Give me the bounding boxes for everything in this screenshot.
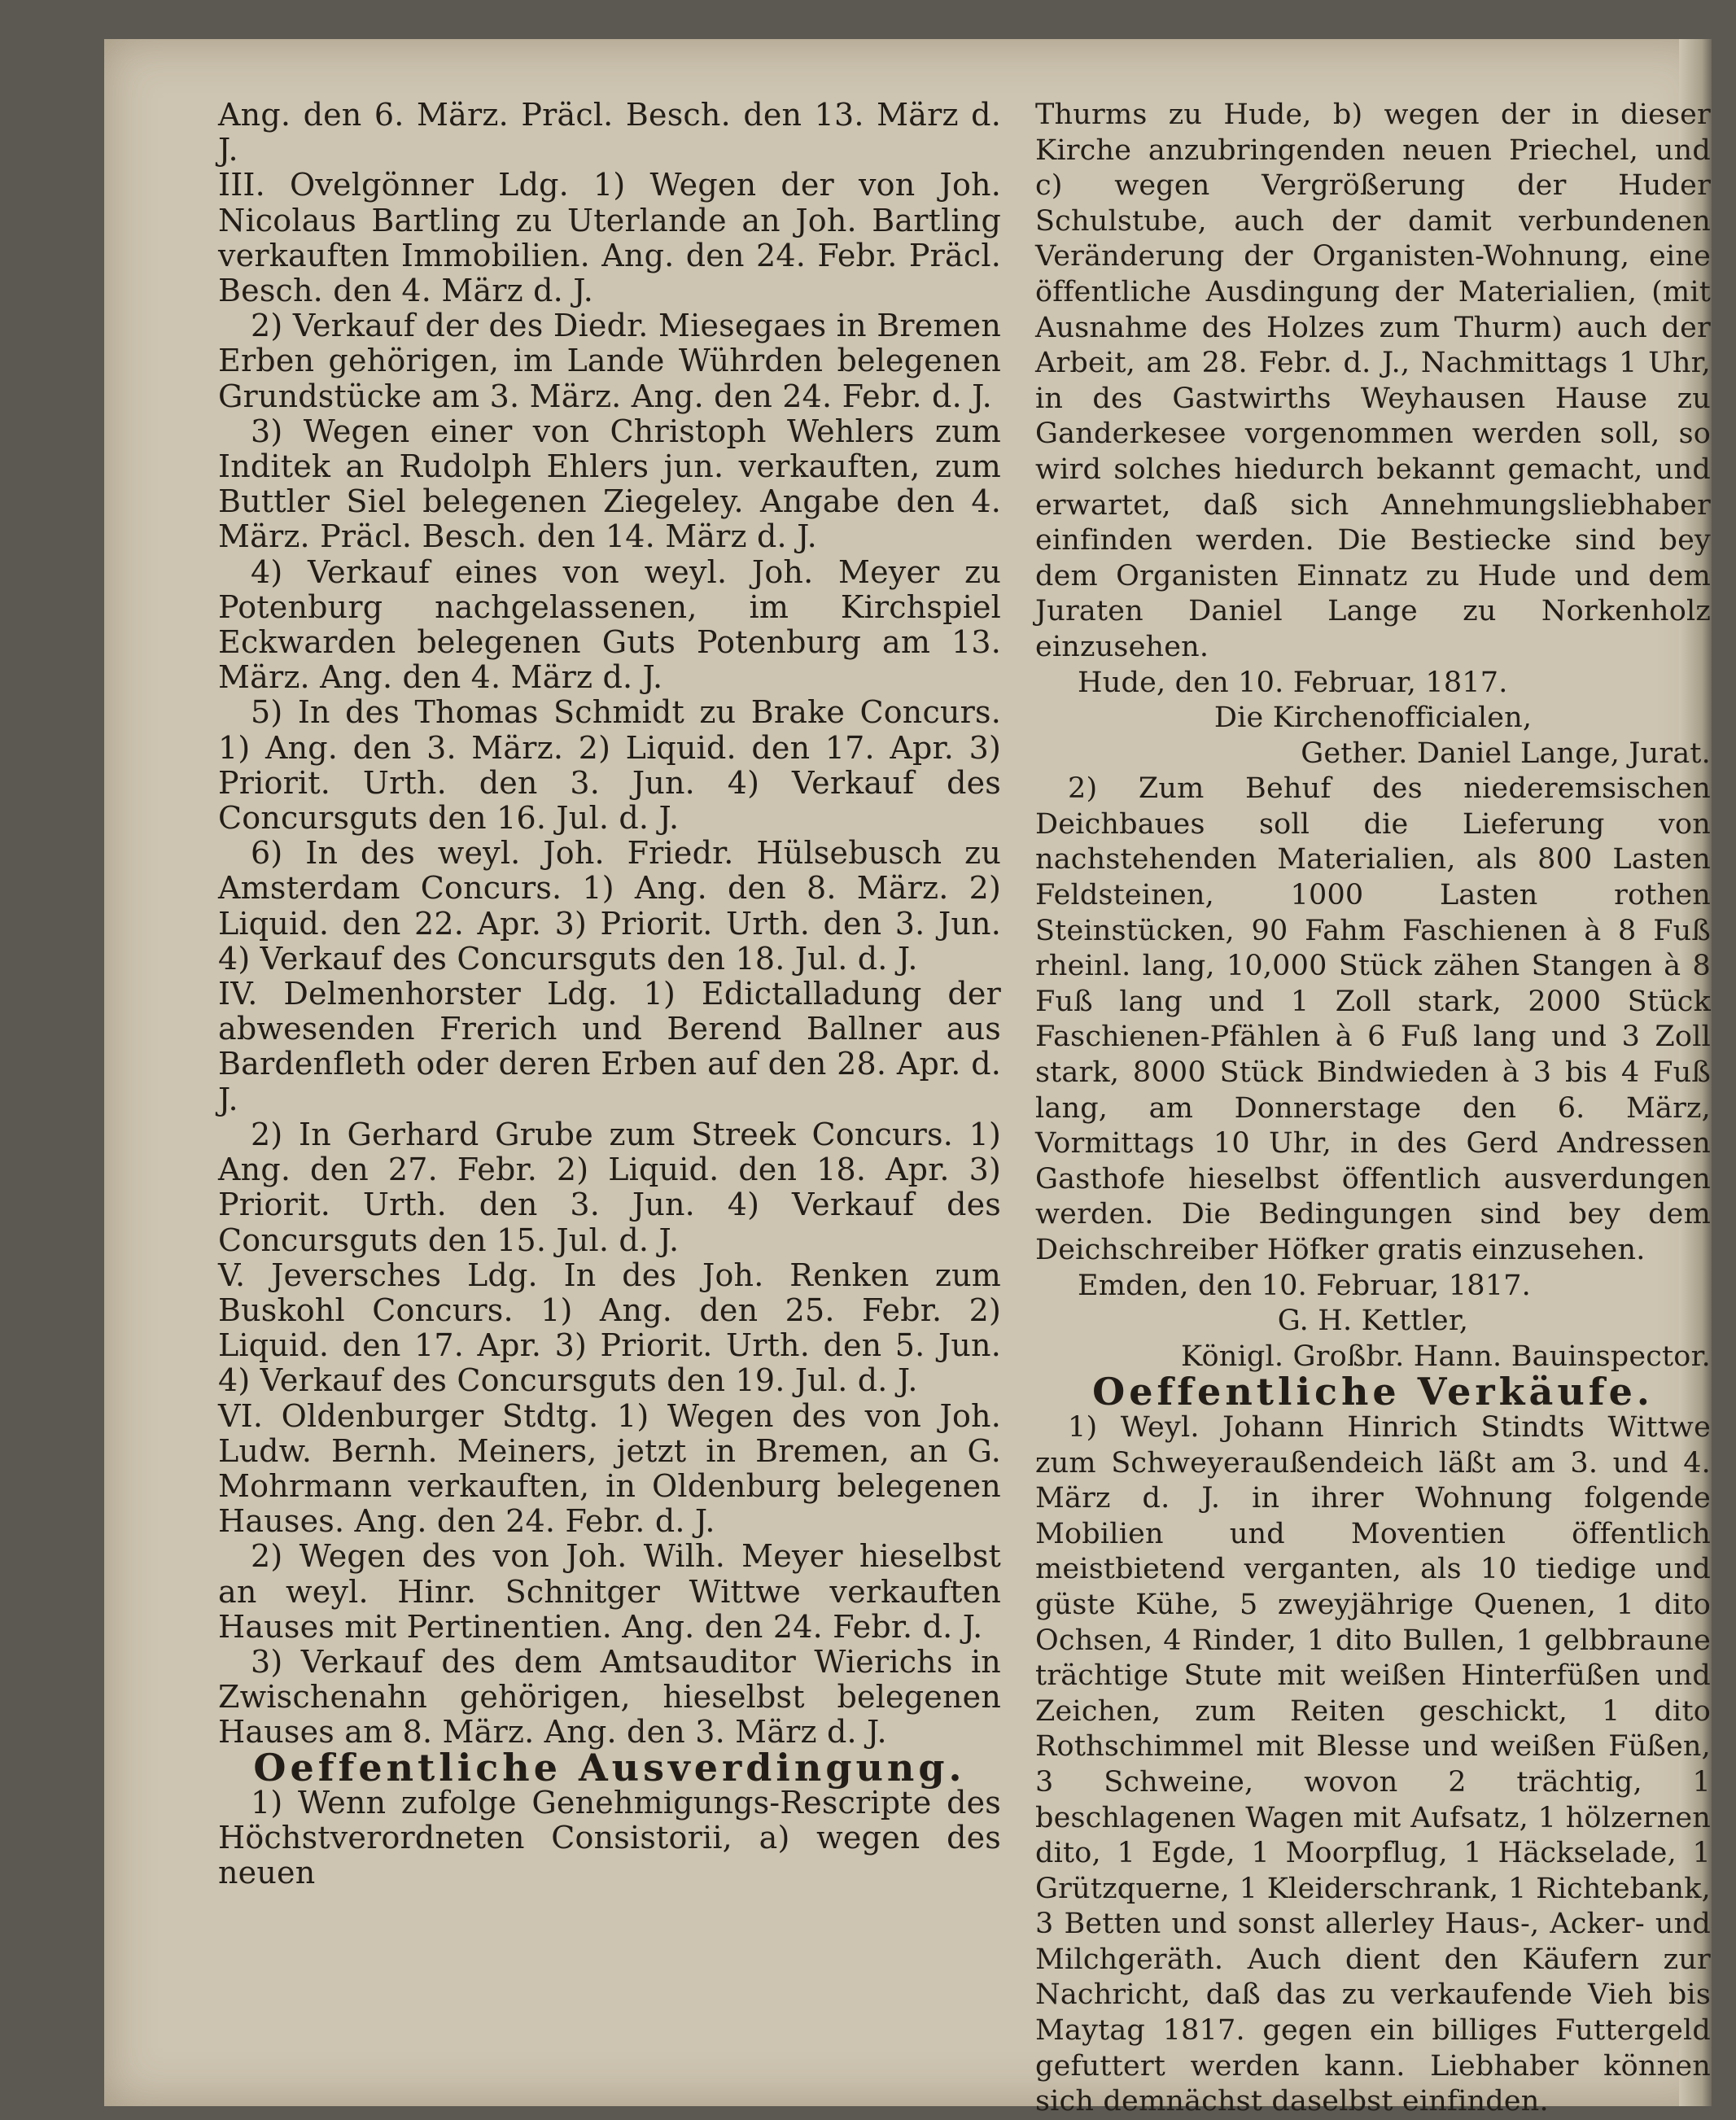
right-signature-title-2: Königl. Großbr. Hann. Bauinspector. (1181, 1340, 1711, 1373)
left-section-heading: Oeffentliche Ausverdingung. (253, 1745, 966, 1790)
left-paragraph-4: 3) Wegen einer von Christoph Wehlers zum Inditek an Rudolph Ehlers jun. verkauften, zum Buttler Siel belegenen Ziegeley. Angabe den 4. März. Präcl. Besch. den 14. März d. J. (218, 413, 1001, 555)
left-paragraph-7: 6) In des weyl. Joh. Friedr. Hülsebusch zu Amsterdam Concurs. 1) Ang. den 8. März. 2) Liquid. den 22. Apr. 3) Priorit. Urth. den 3. Jun. 4) Verkauf des Concursguts den 18. Jul. d. J. (218, 835, 1001, 977)
left-paragraph-12: 2) Wegen des von Joh. Wilh. Meyer hieselbst an weyl. Hinr. Schnitger Wittwe verkauften Hauses mit Pertinentien. Ang. den 24. Febr. d. J. (218, 1538, 1001, 1645)
left-paragraph-2: III. Ovelgönner Ldg. 1) Wegen der von Joh. Nicolaus Bartling zu Uterlande an Joh. Bartling verkauften Immobilien. Ang. den 24. Febr. Präcl. Besch. den 4. März d. J. (218, 167, 1001, 309)
right-paragraph-1: Thurms zu Hude, b) wegen der in dieser Kirche anzubringenden neuen Priechel, und c) wegen Vergrößerung der Huder Schulstube, auch der damit verbundenen Veränderung der Organisten-Wohnung, eine öffentliche Ausdingung der Materialien, (mit Ausnahme des Holzes zum Thurm) auch der Arbeit, am 28. Febr. d. J., Nachmittags 1 Uhr, in des Gastwirths Weyhausen Hause zu Ganderkesee vorgenommen werden soll, so wird solches hiedurch bekannt gemacht, und erwartet, daß sich Annehmungsliebhaber einfinden werden. Die Bestiecke sind bey dem Organisten Einnatz zu Hude und dem Juraten Daniel Lange zu Norkenholz einzusehen. (1035, 98, 1711, 663)
left-paragraph-6: 5) In des Thomas Schmidt zu Brake Concurs. 1) Ang. den 3. März. 2) Liquid. den 17. Apr. 3) Priorit. Urth. den 3. Jun. 4) Verkauf des Concursguts den 16. Jul. d. J. (218, 694, 1001, 837)
right-dateline-1: Hude, den 10. Februar, 1817. (1078, 666, 1508, 699)
left-paragraph-11: VI. Oldenburger Stdtg. 1) Wegen des von Joh. Ludw. Bernh. Meiners, jetzt in Bremen, an G. Mohrmann verkauften, in Oldenburg belegenen Hauses. Ang. den 24. Febr. d. J. (218, 1397, 1001, 1540)
left-paragraph-10: V. Jeversches Ldg. In des Joh. Renken zum Buskohl Concurs. 1) Ang. den 25. Febr. 2) Liquid. den 17. Apr. 3) Priorit. Urth. den 5. Jun. 4) Verkauf des Concursguts den 19. Jul. d. J. (218, 1257, 1001, 1399)
left-paragraph-1: Ang. den 6. März. Präcl. Besch. den 13. März d. J. (218, 97, 1001, 168)
right-paragraph-2: 2) Zum Behuf des niederemsischen Deichbaues soll die Lieferung von nachstehenden Materialien, als 800 Lasten Feldsteinen, 1000 Lasten rothen Steinstücken, 90 Fahm Faschienen à 8 Fuß rheinl. lang, 10,000 Stück zähen Stangen à 8 Fuß lang und 1 Zoll stark, 2000 Stück Faschienen-Pfählen à 6 Fuß lang und 3 Zoll stark, 8000 Stück Bindwieden à 3 bis 4 Fuß lang, am Donnerstage den 6. März, Vormittags 10 Uhr, in des Gerd Andressen Gasthofe hieselbst öffentlich ausverdungen werden. Die Bedingungen sind bey dem Deichschreiber Höfker gratis einzusehen. (1035, 772, 1711, 1266)
right-dateline-2: Emden, den 10. Februar, 1817. (1078, 1269, 1531, 1302)
left-paragraph-5: 4) Verkauf eines von weyl. Joh. Meyer zu Potenburg nachgelassenen, im Kirchspiel Eckwarden belegenen Guts Potenburg am 13. März. Ang. den 4. März d. J. (218, 553, 1001, 696)
right-paragraph-3: 1) Weyl. Johann Hinrich Stindts Wittwe zum Schweyeraußendeich läßt am 3. und 4. März d. J. in ihrer Wohnung folgende Mobilien und Moventien öffentlich meistbietend verganten, als 10 tiedige und güste Kühe, 5 zweyjährige Quenen, 1 dito Ochsen, 4 Rinder, 1 dito Bullen, 1 gelbbraune trächtige Stute mit weißen Hinterfüßen und Zeichen, zum Reiten geschickt, 1 dito Rothschimmel mit Blesse und weißen Füßen, 3 Schweine, wovon 2 trächtig, 1 beschlagenen Wagen mit Aufsatz, 1 hölzernen dito, 1 Egde, 1 Moorpflug, 1 Häckselade, 1 Grützquerne, 1 Kleiderschrank, 1 Richtebank, 3 Betten und sonst allerley Haus-, Acker- und Milchgeräth. Auch dient den Käufern zur Nachricht, daß das zu verkaufende Vieh bis Maytag 1817. gegen ein billiges Futtergeld gefuttert werden kann. Liebhaber können sich demnächst daselbst einfinden. (1035, 1410, 1711, 2118)
right-signature-name-2: G. H. Kettler, (1277, 1305, 1469, 1338)
right-column (1035, 98, 1711, 2120)
left-tail-paragraph: 1) Wenn zufolge Genehmigungs-Rescripte des Höchstverordneten Consistorii, a) wegen des neuen (218, 1784, 1001, 1891)
left-column (218, 98, 1001, 1891)
left-paragraph-3: 2) Verkauf der des Diedr. Miesegaes in Bremen Erben gehörigen, im Lande Wührden belegenen Grundstücke am 3. März. Ang. den 24. Febr. d. J. (218, 308, 1001, 414)
right-signature-1: Gether. Daniel Lange, Jurat. (1301, 737, 1711, 770)
left-paragraph-8: IV. Delmenhorster Ldg. 1) Edictalladung der abwesenden Frerich und Berend Ballner aus Bardenfleth oder deren Erben auf den 28. Apr. d. J. (218, 976, 1001, 1117)
left-paragraph-9: 2) In Gerhard Grube zum Streek Concurs. 1) Ang. den 27. Febr. 2) Liquid. den 18. Apr. 3) Priorit. Urth. den 3. Jun. 4) Verkauf des Concursguts den 15. Jul. d. J. (218, 1116, 1001, 1258)
right-section-heading: Oeffentliche Verkäufe. (1092, 1370, 1654, 1414)
right-signature-title-1: Die Kirchenofficialen, (1213, 702, 1533, 735)
left-paragraph-13: 3) Verkauf des dem Amtsauditor Wierichs in Zwischenahn gehörigen, hieselbst belegenen Hauses am 8. März. Ang. den 3. März d. J. (218, 1643, 1001, 1751)
